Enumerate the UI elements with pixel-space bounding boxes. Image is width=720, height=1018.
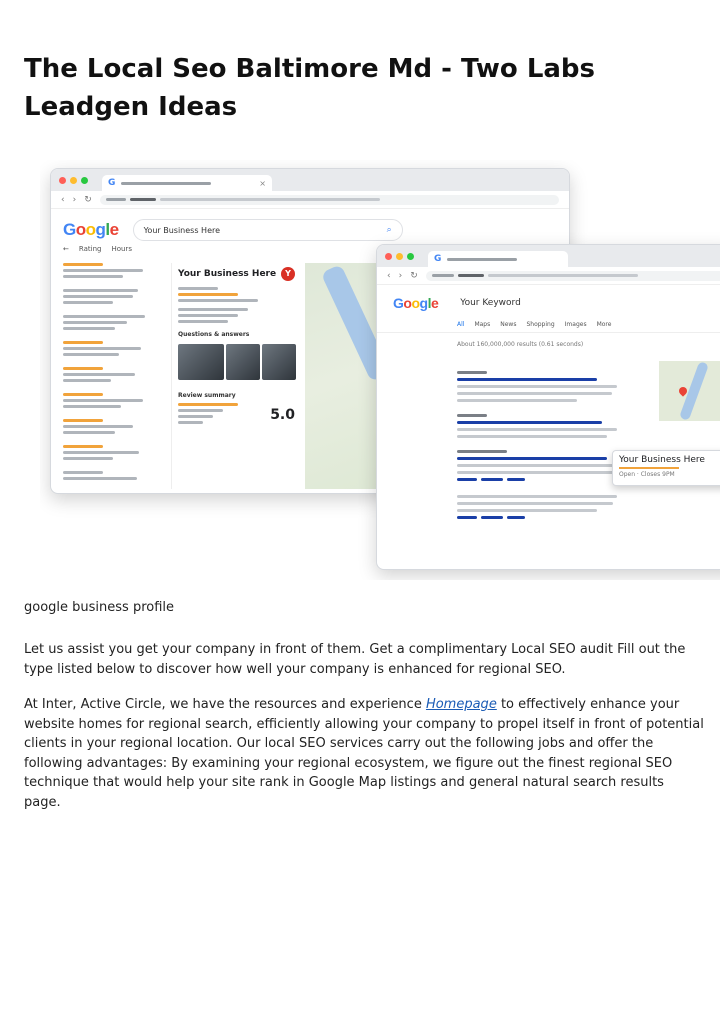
- reload-icon: ↻: [84, 194, 92, 205]
- section-questions: Questions & answers: [178, 331, 250, 338]
- avatar: Y: [281, 267, 295, 281]
- paragraph-services: At Inter, Active Circle, we have the resources and experience Homepage to effectively enhance your website homes for regional search, efficiently allowing your company to propel itself in front of potential clients in your regional location. Our local SEO services carry out the following jobs and offer the following advantages: By examining your regional ecosystem, we figure out the finest regional SEO technique that would help your site rank in Google Map listings and general natural search results page.: [24, 697, 704, 810]
- url-row: [377, 267, 720, 285]
- search-query: Your Keyword: [460, 298, 521, 308]
- search-icon: ⌕: [386, 225, 392, 235]
- forward-arrow-icon: ›: [398, 270, 403, 281]
- back-arrow-icon: ←: [63, 245, 69, 253]
- close-dot-icon: [59, 177, 66, 184]
- tab-bar: [51, 169, 569, 191]
- google-favicon-icon: G: [108, 178, 116, 188]
- results-list: [457, 371, 627, 523]
- filter-row: ← Rating Hours: [63, 245, 132, 253]
- address-bar: [426, 271, 720, 281]
- homepage-link[interactable]: Homepage: [425, 697, 497, 712]
- close-dot-icon: [385, 253, 392, 260]
- callout-title: Your Business Here: [619, 455, 705, 465]
- hero-image: [40, 160, 720, 580]
- browser-tab: [102, 175, 272, 191]
- back-arrow-icon: ‹: [387, 270, 391, 281]
- maximize-dot-icon: [81, 177, 88, 184]
- google-favicon-icon: G: [434, 254, 442, 264]
- forward-arrow-icon: ›: [72, 194, 77, 205]
- result-tabs: All Maps News Shopping Images More: [377, 321, 720, 333]
- reload-icon: ↻: [410, 270, 418, 281]
- mini-map: [659, 361, 720, 421]
- callout-subtitle: Open · Closes 9PM: [619, 471, 675, 478]
- minimize-dot-icon: [396, 253, 403, 260]
- knowledge-panel: [171, 263, 301, 489]
- review-score: 5.0: [270, 407, 295, 423]
- paragraph-intro: Let us assist you get your company in front of them. Get a complimentary Local SEO audit Fill out the type listed below to discover how well your company is enhanced for regional SEO.: [24, 642, 686, 677]
- browser-window-search: [376, 244, 720, 570]
- page-title: The Local Seo Baltimore Md - Two Labs Leadgen Ideas: [24, 54, 596, 122]
- browser-tab: [428, 251, 568, 267]
- photo-strip: [178, 344, 295, 384]
- tab-close-icon: ×: [259, 178, 266, 188]
- address-bar: [100, 195, 559, 205]
- business-name: Your Business Here: [178, 269, 277, 279]
- image-caption: google business profile: [24, 600, 175, 615]
- tab-bar: [377, 245, 720, 267]
- business-callout: [612, 450, 720, 486]
- maximize-dot-icon: [407, 253, 414, 260]
- google-logo: Google: [63, 220, 119, 239]
- search-box: Your Business Here ⌕: [133, 219, 403, 241]
- results-count: About 160,000,000 results (0.61 seconds): [457, 341, 584, 348]
- listing-column: [63, 263, 163, 494]
- url-row: [51, 191, 569, 209]
- google-logo: Google: [393, 295, 439, 311]
- minimize-dot-icon: [70, 177, 77, 184]
- back-arrow-icon: ‹: [61, 194, 65, 205]
- section-reviews: Review summary: [178, 392, 236, 399]
